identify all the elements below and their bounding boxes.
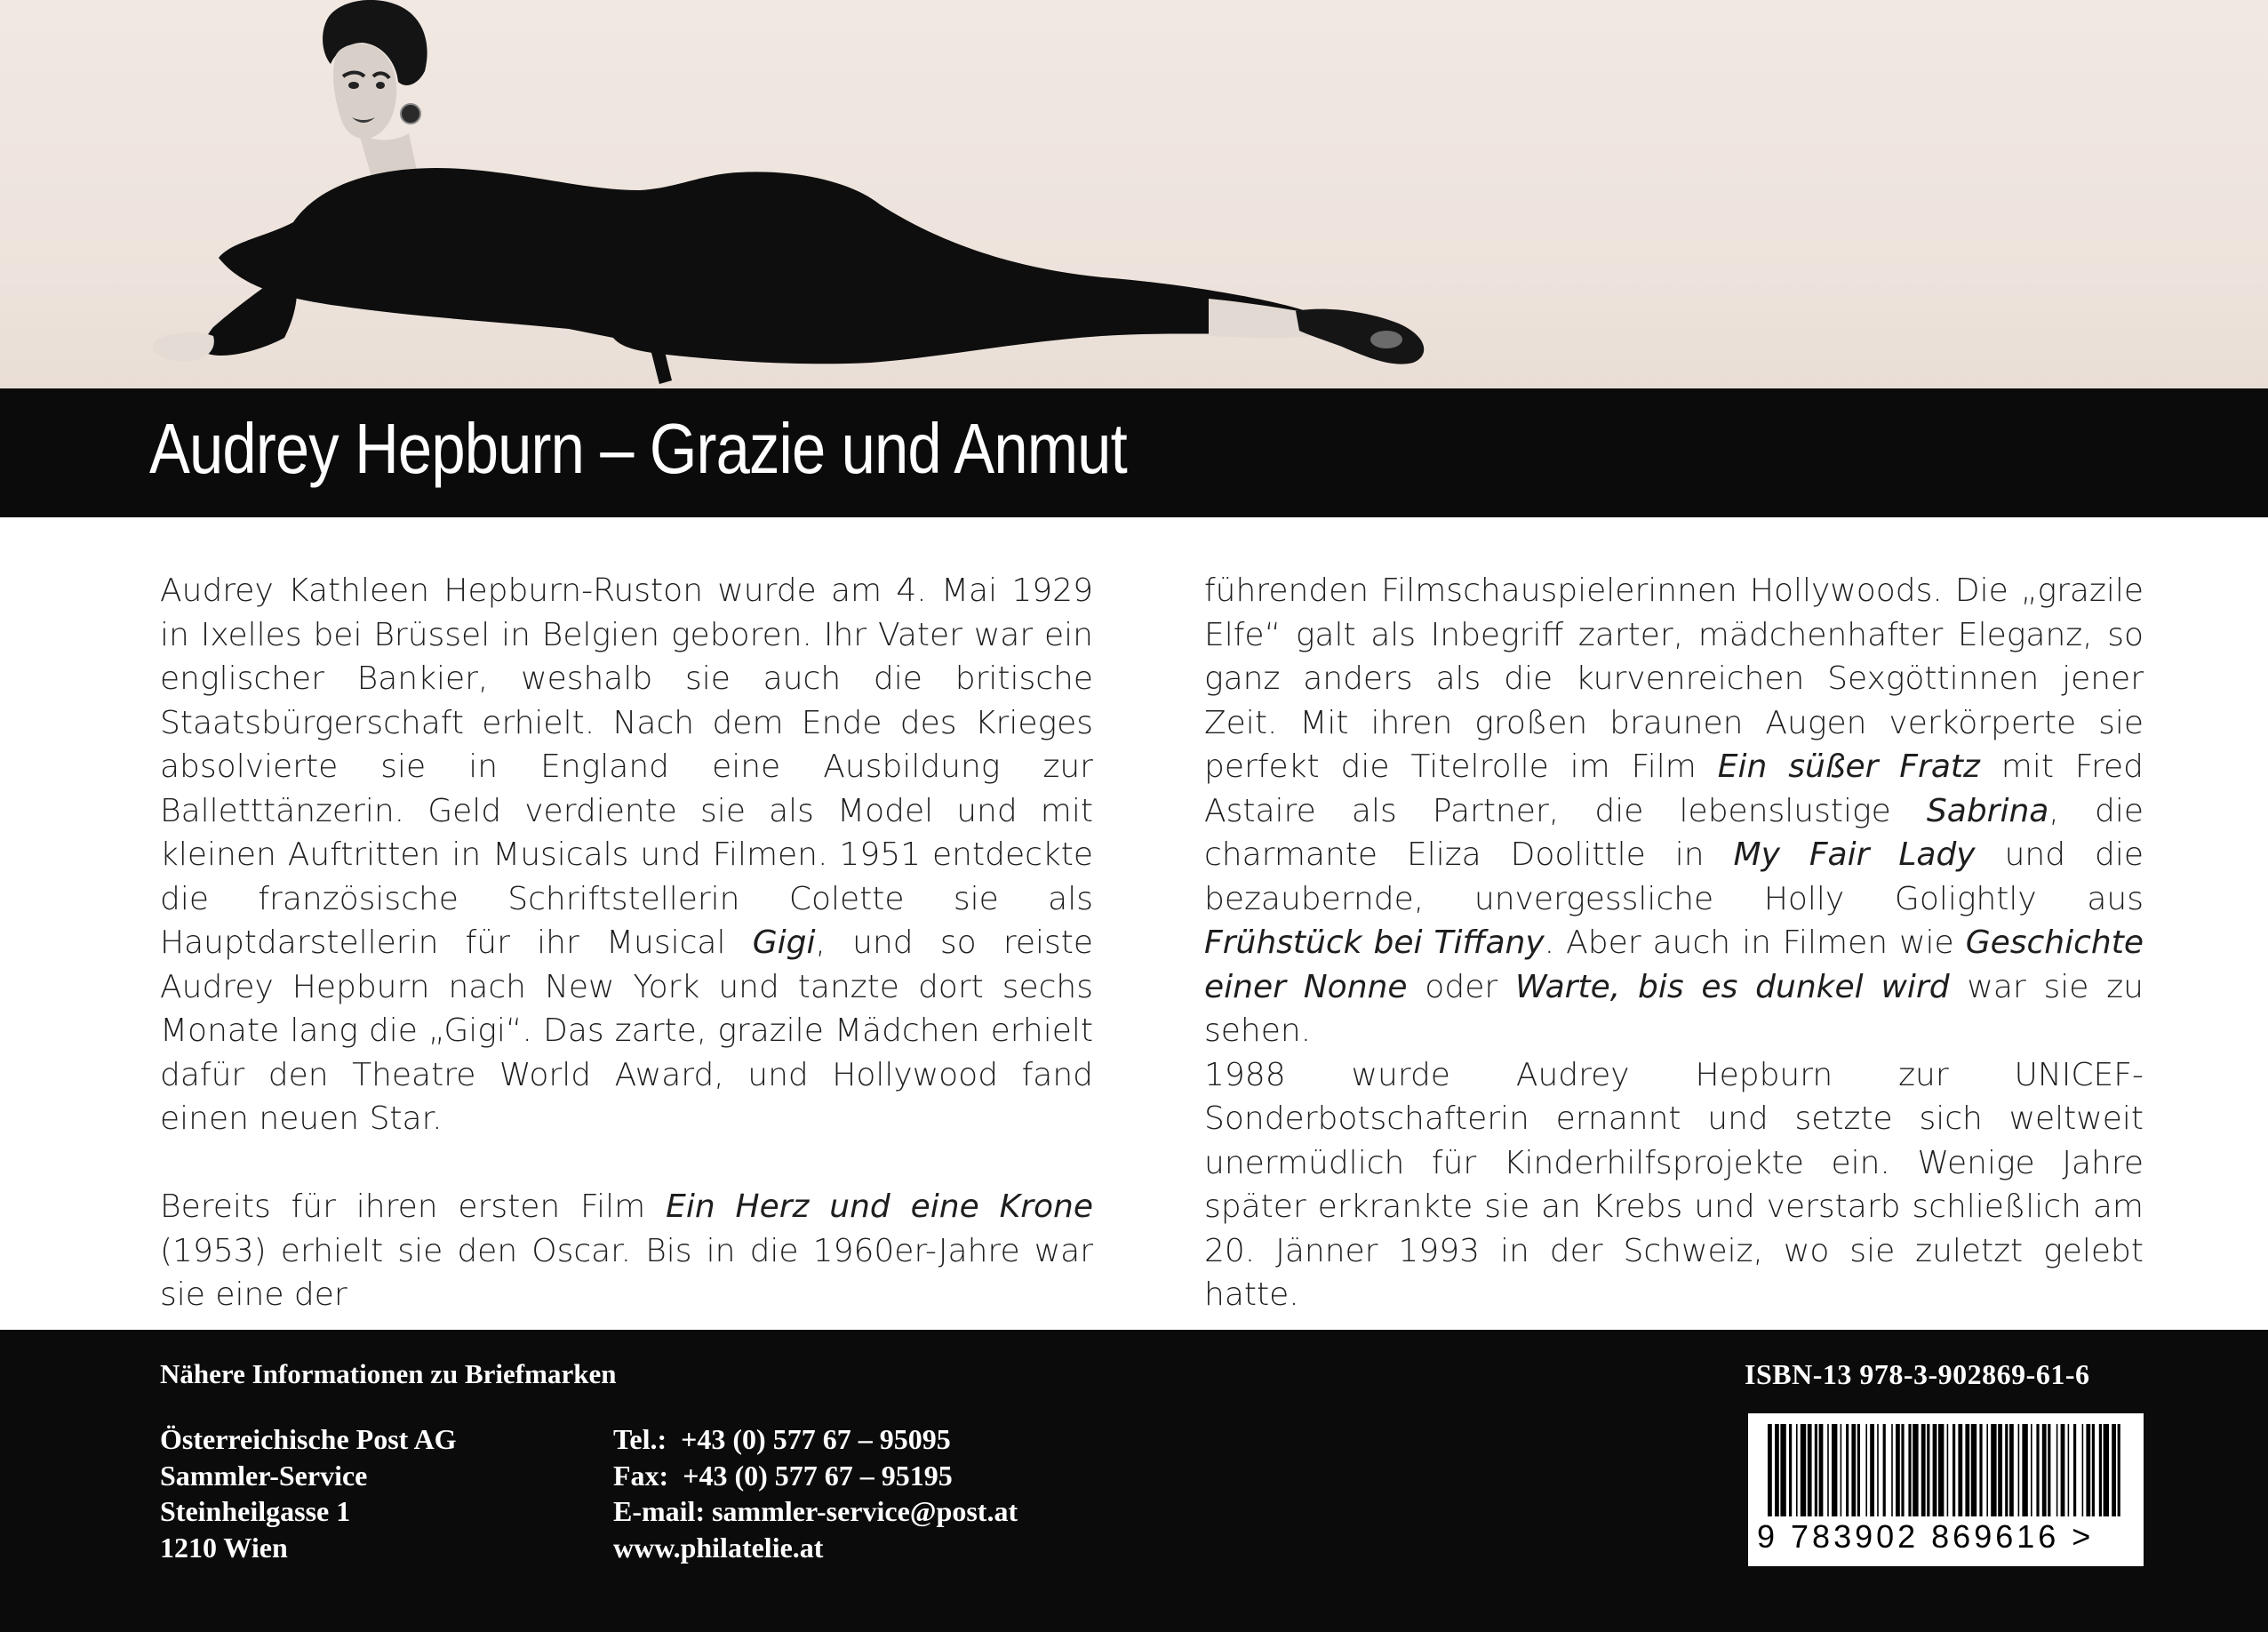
address-line: Sammler-Service [160,1459,368,1492]
barcode-bar [2118,1424,2120,1516]
barcode-bar [1801,1424,1806,1516]
text-run: Bereits für ihren ersten Film [160,1188,667,1225]
barcode-bar [1998,1424,2002,1516]
barcode-bar [1870,1424,1874,1516]
barcode-bar [1832,1424,1837,1516]
text-run: (1953) erhielt sie den Oscar. Bis in die 1960er-Jahre war sie eine der [160,1232,1093,1313]
barcode-bar [1857,1424,1860,1516]
text-run: . Aber auch in Filmen wie [1544,924,1966,961]
audrey-hepburn-photo [0,0,2268,391]
italic-title: Gigi [752,924,816,961]
barcode-bar [2042,1424,2047,1516]
barcode-bar [1947,1424,1949,1516]
barcode-bar [2104,1424,2109,1516]
barcode-bar [1991,1424,1996,1516]
barcode-bar [1780,1424,1785,1516]
barcode-bar [2061,1424,2065,1516]
barcode-bar [2082,1424,2084,1516]
barcode-bar [1865,1424,1867,1516]
address-line: 1210 Wien [160,1531,288,1564]
header-photo [0,0,2268,391]
barcode-bar [1901,1424,1904,1516]
barcode-bar [2031,1424,2032,1516]
barcode-bar [1808,1424,1812,1516]
barcode-bar [1775,1424,1779,1516]
barcode-bar [1815,1424,1817,1516]
fax: Fax: +43 (0) 577 67 – 95195 [613,1459,953,1492]
barcode-bar [2086,1424,2090,1516]
barcode-bar [1883,1424,1886,1516]
barcode-bar [1979,1424,1982,1516]
italic-title: Geschichte einer Nonne [1204,924,2144,1005]
italic-title: Ein Herz und eine Krone [666,1188,1093,1225]
barcode-bar [1908,1424,1911,1516]
barcode-digits: 9 783902 869616 > [1757,1518,2095,1555]
barcode-bar [2036,1424,2039,1516]
barcode-bar [1846,1424,1849,1516]
italic-title: My Fair Lady [1733,836,1976,873]
barcode-bar [2022,1424,2027,1516]
barcode-bar [2112,1424,2116,1516]
text-run: mit Fred Astaire als Partner, die lebenslustige [1204,748,2144,829]
barcode-bar [1877,1424,1879,1516]
left-column [160,569,1093,1317]
barcode-bar [1789,1424,1792,1516]
barcode-bar [2005,1424,2008,1516]
barcode [1748,1413,2144,1566]
address-line: Österreichische Post AG [160,1423,457,1455]
barcode-bar [1971,1424,1977,1516]
barcode-bar [1819,1424,1824,1516]
barcode-bar [1891,1424,1893,1516]
body-text [0,517,2268,1330]
barcode-bar [1958,1424,1962,1516]
phone: Tel.: +43 (0) 577 67 – 95095 [613,1423,951,1455]
paragraph [160,1185,1093,1317]
text-run: , die charmante Eliza Doolittle in [1204,792,2144,873]
text-run: Audrey Kathleen Hepburn-Ruston wurde am 4. Mai 1929 in Ixelles bei Brüssel in Belgien geboren. Ihr Vater war ein englischer Bankier, weshalb sie auch die britische Staatsbürgerschaft erhielt. Nach dem Ende des Krieges absolvierte sie in England eine Ausbildung zur Balletttänzerin. Geld verdiente sie als Model und mit kleinen Auftritten in Musicals und Filmen. 1951 entdeckte die französische Schriftstellerin Colette sie als Hauptdarstellerin für ihr Musical [160,572,1093,961]
barcode-bar [1965,1424,1969,1516]
right-column [1204,569,2144,1317]
barcode-bar [1827,1424,1829,1516]
barcode-bar [2073,1424,2076,1516]
paragraph [1204,569,2144,1053]
email-link[interactable]: E-mail: sammler-service@post.at [613,1495,1018,1527]
address-block [160,1421,457,1565]
barcode-bar [2048,1424,2050,1516]
barcode-bar [1953,1424,1955,1516]
barcode-bar [2009,1424,2014,1516]
italic-title: Sabrina [1926,792,2049,829]
isbn: ISBN-13 978-3-902869-61-6 [1745,1358,2090,1390]
barcode-bar [2092,1424,2095,1516]
barcode-bar [2099,1424,2102,1516]
barcode-bar [2068,1424,2070,1516]
barcode-bar [1927,1424,1929,1516]
barcode-bar [1938,1424,1944,1516]
address-line: Steinheilgasse 1 [160,1495,351,1527]
text-run: führenden Filmschauspielerinnen Hollywoods. Die „grazile Elfe“ galt als Inbegriff zarter, mädchenhafter Eleganz, so ganz anders als die kurvenreichen Sexgöttinnen jener Zeit. Mit ihren großen braunen Augen verkörperte sie perfekt die Titelrolle im Film [1204,572,2144,785]
contact-block [613,1421,1018,1565]
paragraph [160,569,1093,1141]
text-run: war sie zu sehen. [1204,968,2144,1049]
title-bar [0,388,2268,517]
barcode-bar [2018,1424,2020,1516]
barcode-bar [1896,1424,1900,1516]
barcode-bar [1986,1424,1988,1516]
paragraph [1204,1053,2144,1317]
text-run: , und so reiste Audrey Hepburn nach New York und tanzte dort sechs Monate lang die „Gigi“. Das zarte, grazile Mädchen erhielt dafür den Theatre World Award, und Hollywood fand einen neuen Star. [160,924,1094,1137]
website-link[interactable]: www.philatelie.at [613,1531,824,1564]
text-run: und die bezaubernde, unvergessliche Holly Golightly aus [1204,836,2144,917]
italic-title: Warte, bis es dunkel wird [1514,968,1950,1005]
text-run: oder [1407,968,1515,1005]
barcode-bar [1768,1424,1772,1516]
italic-title: Frühstück bei Tiffany [1204,924,1545,961]
italic-title: Ein süßer Fratz [1717,748,1980,785]
page-title: Audrey Hepburn – Grazie und Anmut [149,409,1127,488]
footer [0,1330,2268,1632]
info-heading: Nähere Informationen zu Briefmarken [160,1358,617,1389]
barcode-bar [2056,1424,2058,1516]
text-run: 1988 wurde Audrey Hepburn zur UNICEF-Sonderbotschafterin ernannt und setzte sich weltweit unermüdlich für Kinderhilfsprojekte ein. Wenige Jahre später erkrankte sie an Krebs und verstarb schließlich am 20. Jänner 1993 in der Schweiz, wo sie zuletzt gelebt hatte. [1204,1056,2144,1313]
barcode-bar [1841,1424,1842,1516]
barcode-bar [1851,1424,1856,1516]
barcode-bar [1796,1424,1798,1516]
barcode-bar [1933,1424,1937,1516]
barcode-bar [1921,1424,1926,1516]
barcode-bar [1913,1424,1918,1516]
